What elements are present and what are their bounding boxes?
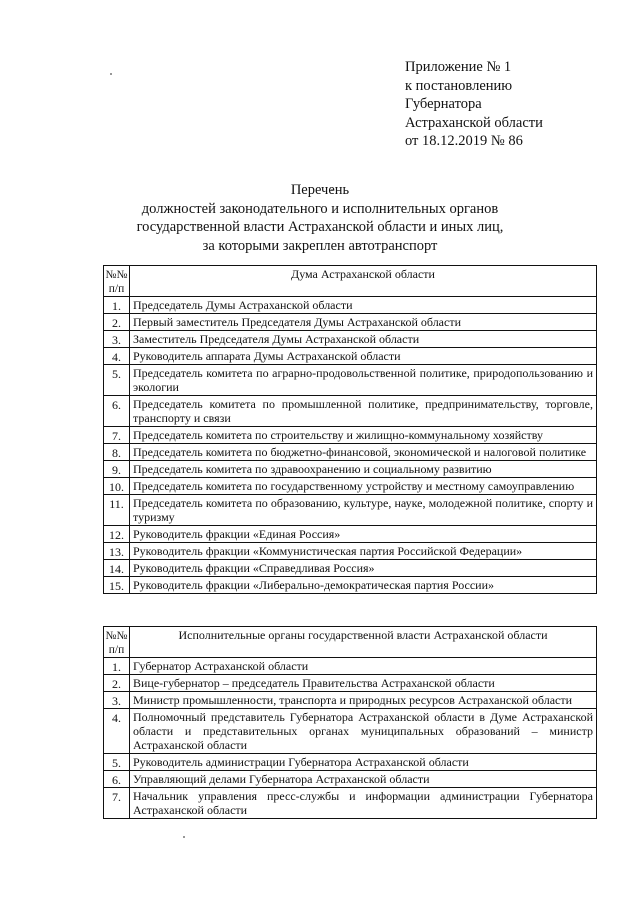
- document-title: [0, 181, 640, 255]
- table-header-row: [104, 627, 597, 658]
- table-row: [104, 560, 597, 577]
- position-title: Руководитель фракции «Справедливая Россия»: [130, 560, 597, 577]
- row-number: 2.: [104, 314, 130, 331]
- appendix-line: Астраханской области: [405, 114, 543, 131]
- title-line: должностей законодательного и исполнительных органов: [141, 200, 499, 217]
- row-number: 7.: [104, 427, 130, 444]
- position-title: Председатель комитета по государственному устройству и местному самоуправлению: [130, 478, 597, 495]
- position-title: Председатель комитета по промышленной политике, предпринимательству, торговле, транспорту и связи: [130, 396, 597, 427]
- table-row: [104, 314, 597, 331]
- row-number: 14.: [104, 560, 130, 577]
- position-title: Вице-губернатор – председатель Правительства Астраханской области: [130, 675, 597, 692]
- position-title: Председатель комитета по здравоохранению и социальному развитию: [130, 461, 597, 478]
- position-title: Руководитель фракции «Либерально-демократическая партия России»: [130, 577, 597, 594]
- position-title: Руководитель фракции «Единая Россия»: [130, 526, 597, 543]
- table-row: [104, 754, 597, 771]
- position-title: Полномочный представитель Губернатора Астраханской области в Думе Астраханской области и представительных органах муниципальных образований – министр Астраханской области: [130, 709, 597, 754]
- row-number: 9.: [104, 461, 130, 478]
- position-title: Руководитель администрации Губернатора Астраханской области: [130, 754, 597, 771]
- row-number: 15.: [104, 577, 130, 594]
- num-header: №№ п/п: [104, 266, 130, 297]
- appendix-line: Приложение № 1: [405, 59, 512, 75]
- num-header: №№ п/п: [104, 627, 130, 658]
- table-row: [104, 709, 597, 754]
- row-number: 7.: [104, 788, 130, 819]
- table-row: [104, 297, 597, 314]
- table-row: [104, 577, 597, 594]
- scan-speck: [183, 836, 185, 838]
- table-row: [104, 365, 597, 396]
- table-title-header: Исполнительные органы государственной власти Астраханской области: [130, 627, 597, 658]
- row-number: 2.: [104, 675, 130, 692]
- table-title-header: Дума Астраханской области: [130, 266, 597, 297]
- row-number: 1.: [104, 658, 130, 675]
- position-title: Председатель комитета по бюджетно-финансовой, экономической и налоговой политике: [130, 444, 597, 461]
- appendix-block: [405, 58, 543, 151]
- position-title: Первый заместитель Председателя Думы Астраханской области: [130, 314, 597, 331]
- position-title: Председатель комитета по строительству и жилищно-коммунальному хозяйству: [130, 427, 597, 444]
- table-row: [104, 427, 597, 444]
- position-title: Заместитель Председателя Думы Астраханской области: [130, 331, 597, 348]
- title-line: Перечень: [290, 182, 350, 198]
- table-row: [104, 444, 597, 461]
- row-number: 8.: [104, 444, 130, 461]
- table-row: [104, 543, 597, 560]
- table-row: [104, 675, 597, 692]
- row-number: 5.: [104, 365, 130, 396]
- table-row: [104, 788, 597, 819]
- position-title: Управляющий делами Губернатора Астраханской области: [130, 771, 597, 788]
- row-number: 5.: [104, 754, 130, 771]
- table-header-row: [104, 266, 597, 297]
- title-line: государственной власти Астраханской области и иных лиц,: [136, 219, 504, 235]
- row-number: 3.: [104, 331, 130, 348]
- row-number: 3.: [104, 692, 130, 709]
- row-number: 10.: [104, 478, 130, 495]
- table-row: [104, 461, 597, 478]
- appendix-date-line: от 18.12.2019 № 86: [405, 133, 523, 149]
- table-row: [104, 692, 597, 709]
- position-title: Губернатор Астраханской области: [130, 658, 597, 675]
- table-row: [104, 396, 597, 427]
- scan-speck: [110, 73, 112, 75]
- table-row: [104, 331, 597, 348]
- position-title: Председатель Думы Астраханской области: [130, 297, 597, 314]
- row-number: 6.: [104, 396, 130, 427]
- table-row: [104, 526, 597, 543]
- title-line: за которыми закреплен автотранспорт: [202, 237, 438, 254]
- table-row: [104, 478, 597, 495]
- position-title: Руководитель аппарата Думы Астраханской области: [130, 348, 597, 365]
- position-title: Председатель комитета по образованию, культуре, науке, молодежной политике, спорту и туризму: [130, 495, 597, 526]
- table-row: [104, 348, 597, 365]
- position-title: Начальник управления пресс-службы и информации администрации Губернатора Астраханской области: [130, 788, 597, 819]
- row-number: 13.: [104, 543, 130, 560]
- row-number: 12.: [104, 526, 130, 543]
- position-title: Министр промышленности, транспорта и природных ресурсов Астраханской области: [130, 692, 597, 709]
- position-title: Председатель комитета по аграрно-продовольственной политике, природопользованию и экологии: [130, 365, 597, 396]
- table-row: [104, 658, 597, 675]
- appendix-line: Губернатора: [405, 96, 482, 112]
- executive-table: [103, 626, 597, 819]
- row-number: 1.: [104, 297, 130, 314]
- appendix-line: к постановлению: [405, 77, 513, 94]
- row-number: 4.: [104, 709, 130, 754]
- table-row: [104, 495, 597, 526]
- row-number: 4.: [104, 348, 130, 365]
- duma-table: [103, 265, 597, 594]
- table-row: [104, 771, 597, 788]
- row-number: 11.: [104, 495, 130, 526]
- row-number: 6.: [104, 771, 130, 788]
- position-title: Руководитель фракции «Коммунистическая партия Российской Федерации»: [130, 543, 597, 560]
